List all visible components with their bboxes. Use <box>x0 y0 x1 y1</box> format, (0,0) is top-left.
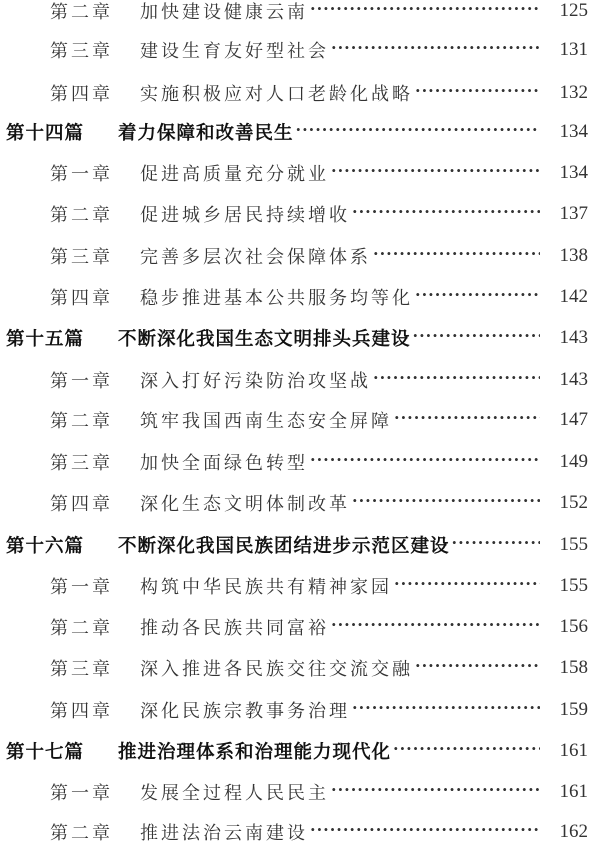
entry-number: 第一章 <box>50 164 113 185</box>
toc-entry[interactable] <box>0 653 600 683</box>
part-page-number: 134 <box>559 121 588 142</box>
part-number: 第十六篇 <box>6 536 85 557</box>
entry-title: 深化民族宗教事务治理 <box>140 701 350 722</box>
dot-leader <box>352 700 540 720</box>
part-page-number: 143 <box>559 327 588 348</box>
entry-page-number: 149 <box>559 451 588 472</box>
part-title: 不断深化我国民族团结进步示范区建设 <box>118 536 450 557</box>
part-title: 着力保障和改善民生 <box>118 123 294 144</box>
toc-entry[interactable] <box>0 158 600 188</box>
entry-number: 第三章 <box>50 247 113 268</box>
entry-title: 推动各民族共同富裕 <box>140 618 329 639</box>
part-number: 第十七篇 <box>6 742 85 763</box>
part-title: 不断深化我国生态文明排头兵建设 <box>118 329 411 350</box>
toc-entry[interactable] <box>0 241 600 271</box>
part-number: 第十四篇 <box>6 123 85 144</box>
entry-title: 推进法治云南建设 <box>140 823 308 844</box>
entry-title: 深入打好污染防治攻坚战 <box>140 371 371 392</box>
dot-leader <box>452 535 540 555</box>
toc-entry[interactable] <box>0 78 600 108</box>
entry-number: 第四章 <box>50 84 113 105</box>
toc-part-entry[interactable] <box>0 530 600 560</box>
entry-page-number: 147 <box>559 409 588 430</box>
entry-page-number: 125 <box>559 0 588 21</box>
dot-leader <box>394 410 540 430</box>
entry-number: 第一章 <box>50 371 113 392</box>
entry-number: 第四章 <box>50 288 113 309</box>
dot-leader <box>331 617 540 637</box>
entry-title: 加快建设健康云南 <box>140 2 308 23</box>
entry-number: 第四章 <box>50 494 113 515</box>
toc-entry[interactable] <box>0 695 600 725</box>
entry-title: 稳步推进基本公共服务均等化 <box>140 288 413 309</box>
entry-number: 第二章 <box>50 823 113 844</box>
dot-leader <box>310 452 540 472</box>
dot-leader <box>415 83 540 103</box>
entry-page-number: 131 <box>559 39 588 60</box>
toc-part-entry[interactable] <box>0 117 600 147</box>
toc-entry[interactable] <box>0 817 600 847</box>
entry-page-number: 161 <box>559 781 588 802</box>
entry-title: 加快全面绿色转型 <box>140 453 308 474</box>
toc-entry[interactable] <box>0 612 600 642</box>
toc-part-entry[interactable] <box>0 323 600 353</box>
entry-page-number: 156 <box>559 616 588 637</box>
entry-title: 实施积极应对人口老龄化战略 <box>140 84 413 105</box>
dot-leader <box>413 328 540 348</box>
toc-entry[interactable] <box>0 571 600 601</box>
toc-entry[interactable] <box>0 365 600 395</box>
entry-number: 第三章 <box>50 659 113 680</box>
entry-page-number: 137 <box>559 203 588 224</box>
dot-leader <box>393 741 540 761</box>
entry-number: 第二章 <box>50 411 113 432</box>
toc-entry[interactable] <box>0 405 600 435</box>
entry-number: 第二章 <box>50 205 113 226</box>
entry-title: 筑牢我国西南生态安全屏障 <box>140 411 392 432</box>
dot-leader <box>310 822 540 842</box>
dot-leader <box>415 287 540 307</box>
dot-leader <box>415 658 540 678</box>
toc-entry[interactable] <box>0 35 600 65</box>
entry-title: 建设生育友好型社会 <box>140 41 329 62</box>
toc-part-entry[interactable] <box>0 736 600 766</box>
entry-page-number: 134 <box>559 162 588 183</box>
entry-number: 第二章 <box>50 2 113 23</box>
entry-page-number: 143 <box>559 369 588 390</box>
entry-number: 第三章 <box>50 453 113 474</box>
dot-leader <box>352 493 540 513</box>
entry-title: 促进城乡居民持续增收 <box>140 205 350 226</box>
toc-entry[interactable] <box>0 488 600 518</box>
entry-title: 构筑中华民族共有精神家园 <box>140 577 392 598</box>
part-title: 推进治理体系和治理能力现代化 <box>118 742 392 763</box>
toc-entry[interactable] <box>0 447 600 477</box>
dot-leader <box>373 246 540 266</box>
dot-leader <box>310 1 540 21</box>
part-page-number: 155 <box>559 534 588 555</box>
entry-page-number: 158 <box>559 657 588 678</box>
part-page-number: 161 <box>559 740 588 761</box>
toc-entry[interactable] <box>0 0 600 26</box>
dot-leader <box>331 40 540 60</box>
entry-title: 完善多层次社会保障体系 <box>140 247 371 268</box>
part-number: 第十五篇 <box>6 329 85 350</box>
entry-number: 第一章 <box>50 577 113 598</box>
entry-page-number: 159 <box>559 699 588 720</box>
dot-leader <box>373 370 540 390</box>
dot-leader <box>352 204 540 224</box>
entry-number: 第一章 <box>50 783 113 804</box>
toc-entry[interactable] <box>0 199 600 229</box>
entry-title: 深化生态文明体制改革 <box>140 494 350 515</box>
entry-page-number: 162 <box>559 821 588 842</box>
dot-leader <box>296 122 540 142</box>
entry-number: 第三章 <box>50 41 113 62</box>
entry-number: 第二章 <box>50 618 113 639</box>
dot-leader <box>331 163 540 183</box>
entry-page-number: 138 <box>559 245 588 266</box>
dot-leader <box>331 782 540 802</box>
entry-page-number: 142 <box>559 286 588 307</box>
toc-entry[interactable] <box>0 282 600 312</box>
entry-number: 第四章 <box>50 701 113 722</box>
entry-page-number: 132 <box>559 82 588 103</box>
entry-title: 深入推进各民族交往交流交融 <box>140 659 413 680</box>
toc-entry[interactable] <box>0 777 600 807</box>
entry-page-number: 155 <box>559 575 588 596</box>
entry-title: 发展全过程人民民主 <box>140 783 329 804</box>
dot-leader <box>394 576 540 596</box>
entry-title: 促进高质量充分就业 <box>140 164 329 185</box>
entry-page-number: 152 <box>559 492 588 513</box>
